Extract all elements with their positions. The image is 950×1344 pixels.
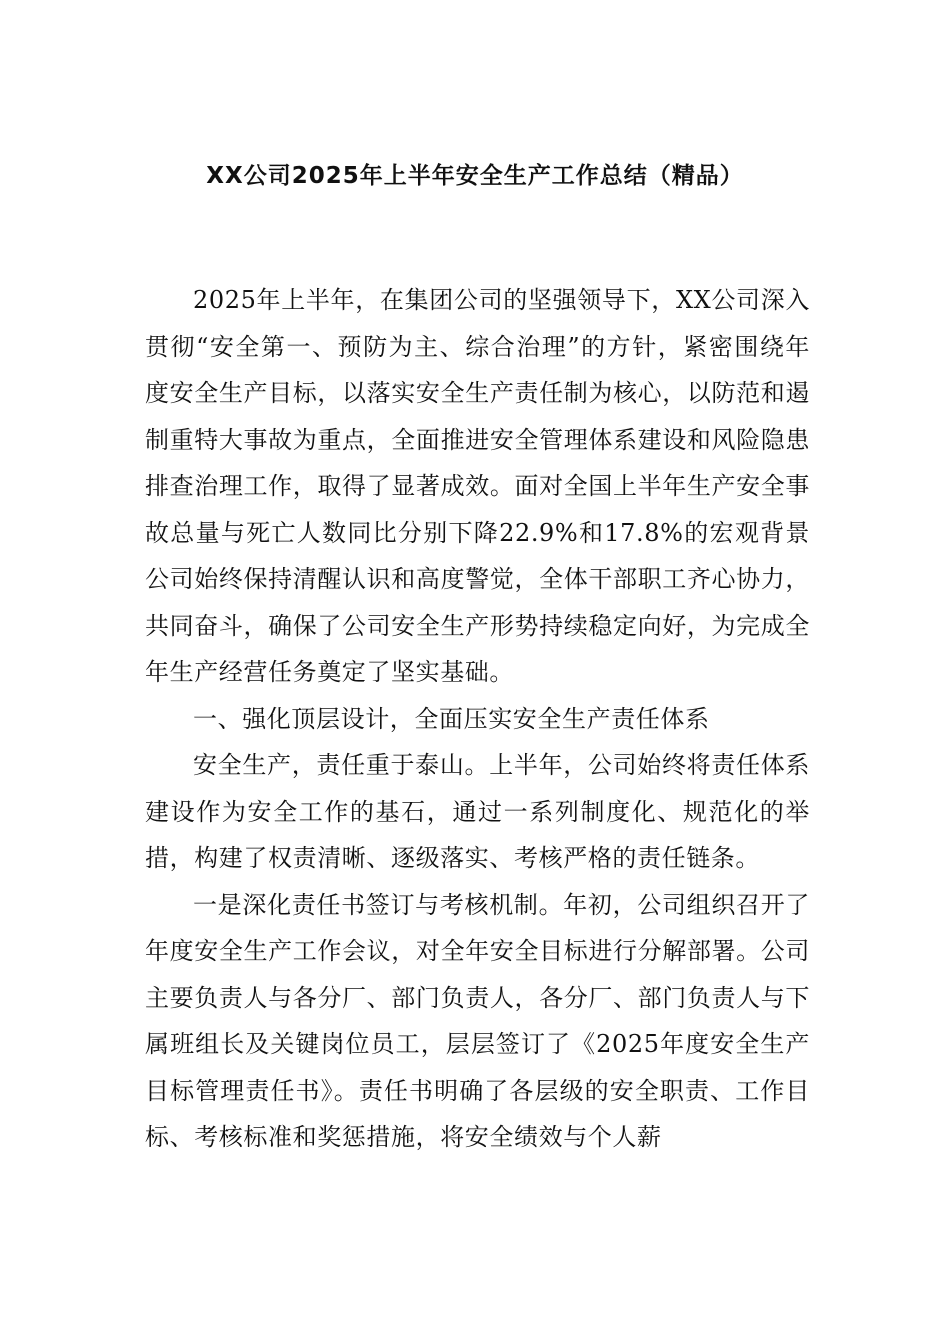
section-1-point-1-paragraph: 一是深化责任书签订与考核机制。年初，公司组织召开了年度安全生产工作会议，对全年安全目标进行分解部署。公司主要负责人与各分厂、部门负责人，各分厂、部门负责人与下属班组长及关键岗位员工，层层签订了《2025年度安全生产目标管理责任书》。责任书明确了各层级的安全职责、工作目标、考核标准和奖惩措施，将安全绩效与个人薪 bbox=[145, 890, 810, 1151]
section-heading-1: 一、强化顶层设计，全面压实安全生产责任体系 bbox=[193, 704, 710, 733]
section-1-paragraph: 安全生产，责任重于泰山。上半年，公司始终将责任体系建设作为安全工作的基石，通过一系列制度化、规范化的举措，构建了权责清晰、逐级落实、考核严格的责任链条。 bbox=[145, 751, 810, 872]
document-title: XX公司2025年上半年安全生产工作总结（精品） bbox=[206, 163, 744, 189]
intro-paragraph: 2025年上半年，在集团公司的坚强领导下，XX公司深入贯彻“安全第一、预防为主、综合治理”的方针，紧密围绕年度安全生产目标，以落实安全生产责任制为核心，以防范和遏制重特大事故为重点，全面推进安全管理体系建设和风险隐患排查治理工作，取得了显著成效。面对全国上半年生产安全事故总量与死亡人数同比分别下降22.9%和17.8%的宏观背景公司始终保持清醒认识和高度警觉，全体干部职工齐心协力，共同奋斗，确保了公司安全生产形势持续稳定向好，为完成全年生产经营任务奠定了坚实基础。 bbox=[145, 286, 810, 686]
document-body bbox=[145, 277, 810, 1161]
